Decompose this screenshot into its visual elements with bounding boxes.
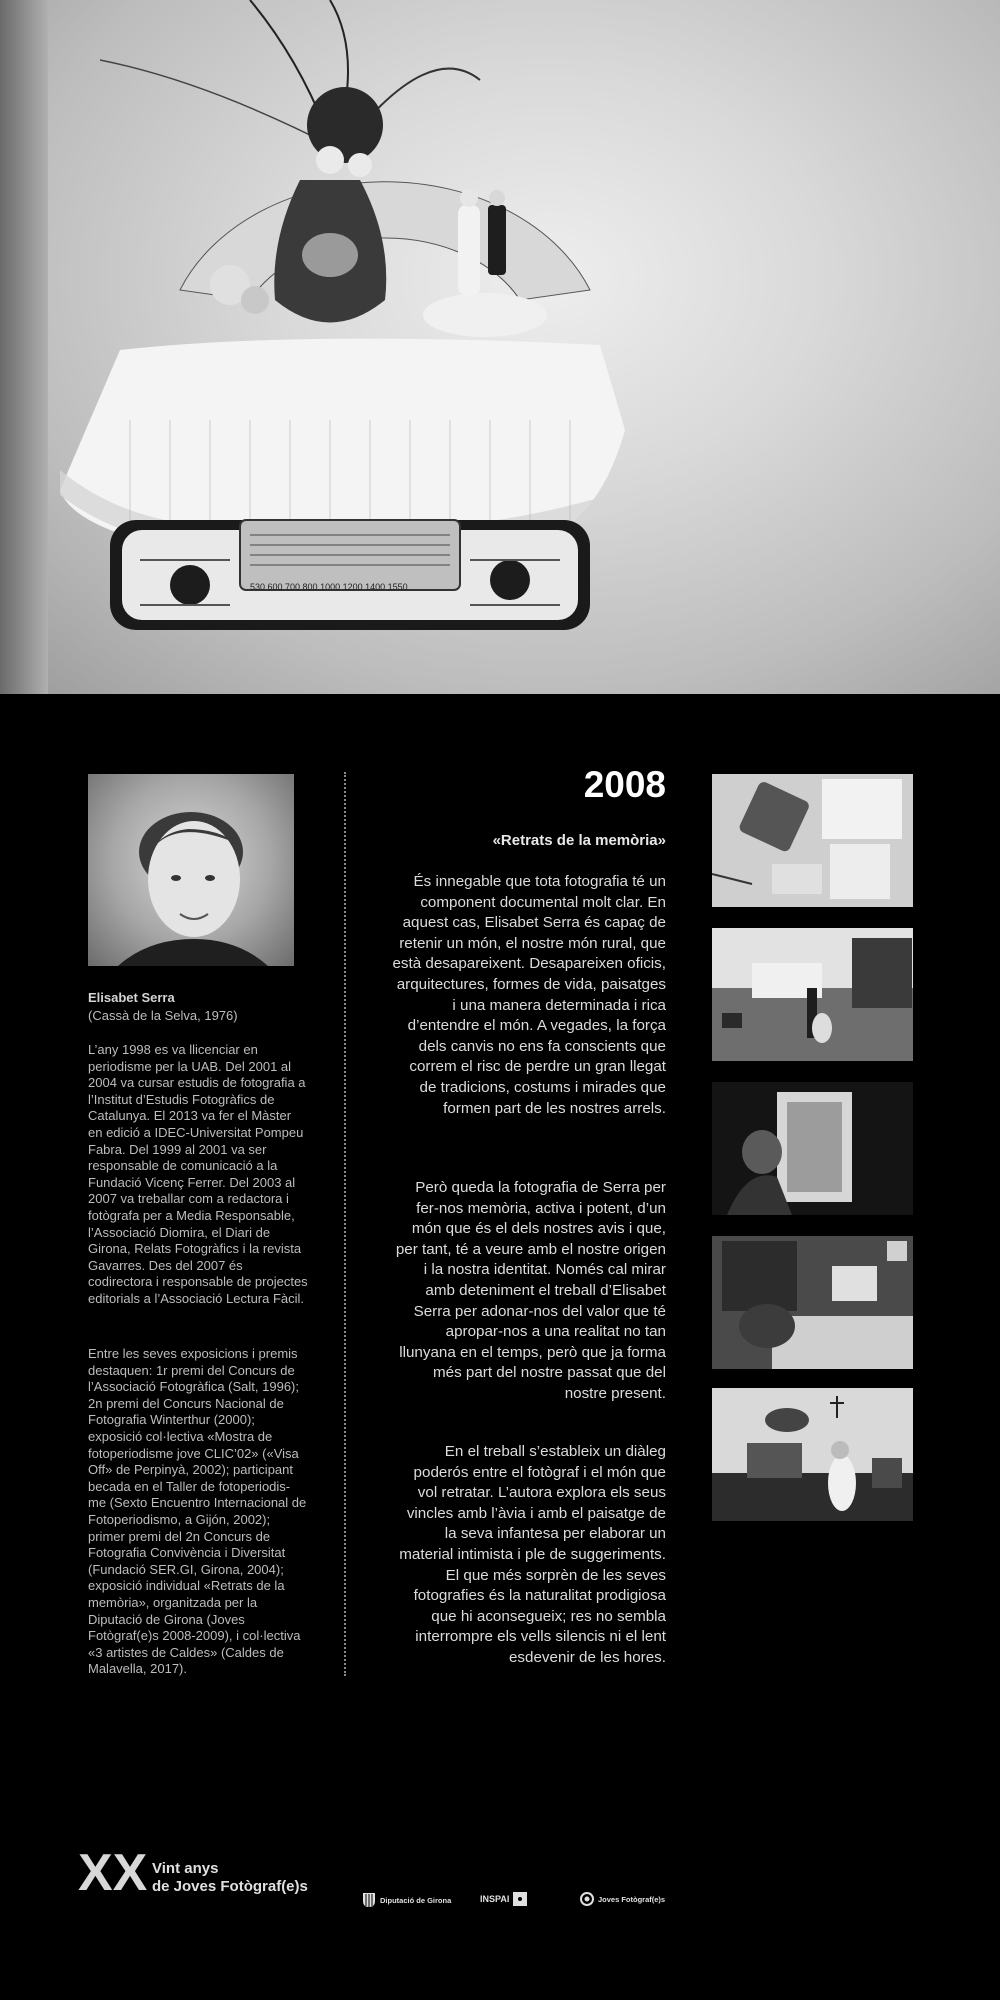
partner-diputacio bbox=[362, 1892, 451, 1908]
partner-label: Joves Fotògraf(e)s bbox=[598, 1894, 666, 1904]
inspai-square-icon bbox=[513, 1892, 527, 1906]
partner-label: INSPAI bbox=[480, 1894, 510, 1904]
thumbnail-bedroom bbox=[712, 1388, 913, 1521]
thumbnail-window-grandmother bbox=[712, 1082, 913, 1215]
project-year: 2008 bbox=[583, 764, 666, 805]
project-title: «Retrats de la memòria» bbox=[492, 832, 666, 849]
thumbnail-radio-newspaper bbox=[712, 774, 913, 907]
hero-still-life bbox=[0, 0, 1000, 694]
artist-origin: (Cassà de la Selva, 1976) bbox=[88, 1008, 238, 1023]
diputacio-shield-icon bbox=[362, 1892, 376, 1908]
artist-portrait bbox=[88, 774, 294, 966]
project-paragraph: És innegable que tota fotografia té un component documental molt clar. En aquest cas, Elisabet Serra és capaç de retenir un món, el nostre món rural, que està desapareixent. Desapareixen oficis, arquitectures, formes de vida, paisatges i una manera determinada i rica d’entendre el món. A vegades, la força dels canvis no ens fa conscients que correm el risc de perdre un gran llegat de tradicions, costums i mirades que formen part de les nostres arrels. bbox=[392, 873, 666, 1117]
project-paragraph: En el treball s’estableix un diàleg poderós entre el fotògraf i el món que vol retratar. L’autora explora els seus vincles amb l’àvia i amb el paisatge de la seva infantesa per elaborar un material intimista i ple de suggeriments. El que més sorprèn de les seves fotografies és la naturalitat prodigiosa que hi aconsegueix; res no sembla interrompre els vells silencis ni el lent esdevenir de les hores. bbox=[399, 1443, 666, 1666]
project-paragraph: Però queda la fotografia de Serra per fer-nos memòria, activa i potent, d’un món que és el dels nostres avis i que, per tant, té a veure amb el nostre origen i la nostra identitat. Només cal mirar amb deteniment el treball d’Elisabet Serra per adonar-nos del valor que té apropar-nos a una realitat no tan llunyana en el temps, però que ja forma més part del nostre passat que del nostre present. bbox=[395, 1179, 666, 1402]
thumbnail-kitchen-tv bbox=[712, 1236, 913, 1369]
joves-circle-icon bbox=[580, 1892, 594, 1906]
footer-title-line-1: Vint anys bbox=[152, 1860, 219, 1877]
hero-photo bbox=[0, 0, 1000, 694]
artist-bio-awards: Entre les seves exposicions i premis destaquen: 1r premi del Concurs de l’Associació Fotogràfica (Salt, 1996); 2n premi del Concurs Nacional de Fotografia Winterthur (2000); exposició col·lectiva «Mostra de fotoperiodisme jove CLIC’02» («Visa Off» de Perpinyà, 2002); participant becada en el Taller de fotoperiodis-me (Sexto Encuentro Internacional de Fotoperiodismo, a Gijón, 2002); primer premi del 2n Concurs de Fotografia Convivència i Diversitat (Fundació SER.GI, Girona, 2004); exposició individual «Retrats de la memòria», organitzada per la Diputació de Girona (Joves Fotògraf(e)s 2008-2009), i col·lectiva «3 artistes de Caldes» (Caldes de Malavella, 2017). bbox=[88, 1346, 307, 1677]
partner-joves-fotografes bbox=[580, 1892, 665, 1906]
radio-dial-scale: 530 600 700 800 1000 1200 1400 1550 bbox=[250, 582, 408, 592]
thumbnail-farmyard bbox=[712, 928, 913, 1061]
hero-wall-shadow bbox=[0, 0, 48, 694]
partner-inspai bbox=[480, 1892, 527, 1906]
footer-title bbox=[152, 1860, 308, 1896]
artist-bio-education: L’any 1998 es va llicenciar en periodisme per la UAB. Del 2001 al 2004 va cursar estudis de fotografia a l’Institut d’Estudis Fotogràfics de Catalunya. El 2013 va fer el Màster en edició a IDEC-Universitat Pompeu Fabra. Del 1999 al 2001 va ser responsable de comunicació a la Fundació Vicenç Ferrer. Del 2003 al 2007 va treballar com a redactora i fotògrafa per a Media Responsable, l’Associació Diomira, el Diari de Girona, Relats Fotogràfics i la revista Gavarres. Des del 2007 és codirectora i responsable de projectes editorials a l’Associació Lectura Fàcil. bbox=[88, 1042, 308, 1306]
footer-title-line-2: de Joves Fotògraf(e)s bbox=[152, 1878, 308, 1895]
column-divider bbox=[344, 772, 346, 1676]
logo-text: XX bbox=[78, 1844, 148, 1900]
artist-name: Elisabet Serra bbox=[88, 990, 175, 1005]
xx-anniversary-logo bbox=[78, 1840, 160, 1900]
partner-label: Diputació de Girona bbox=[380, 1895, 452, 1905]
